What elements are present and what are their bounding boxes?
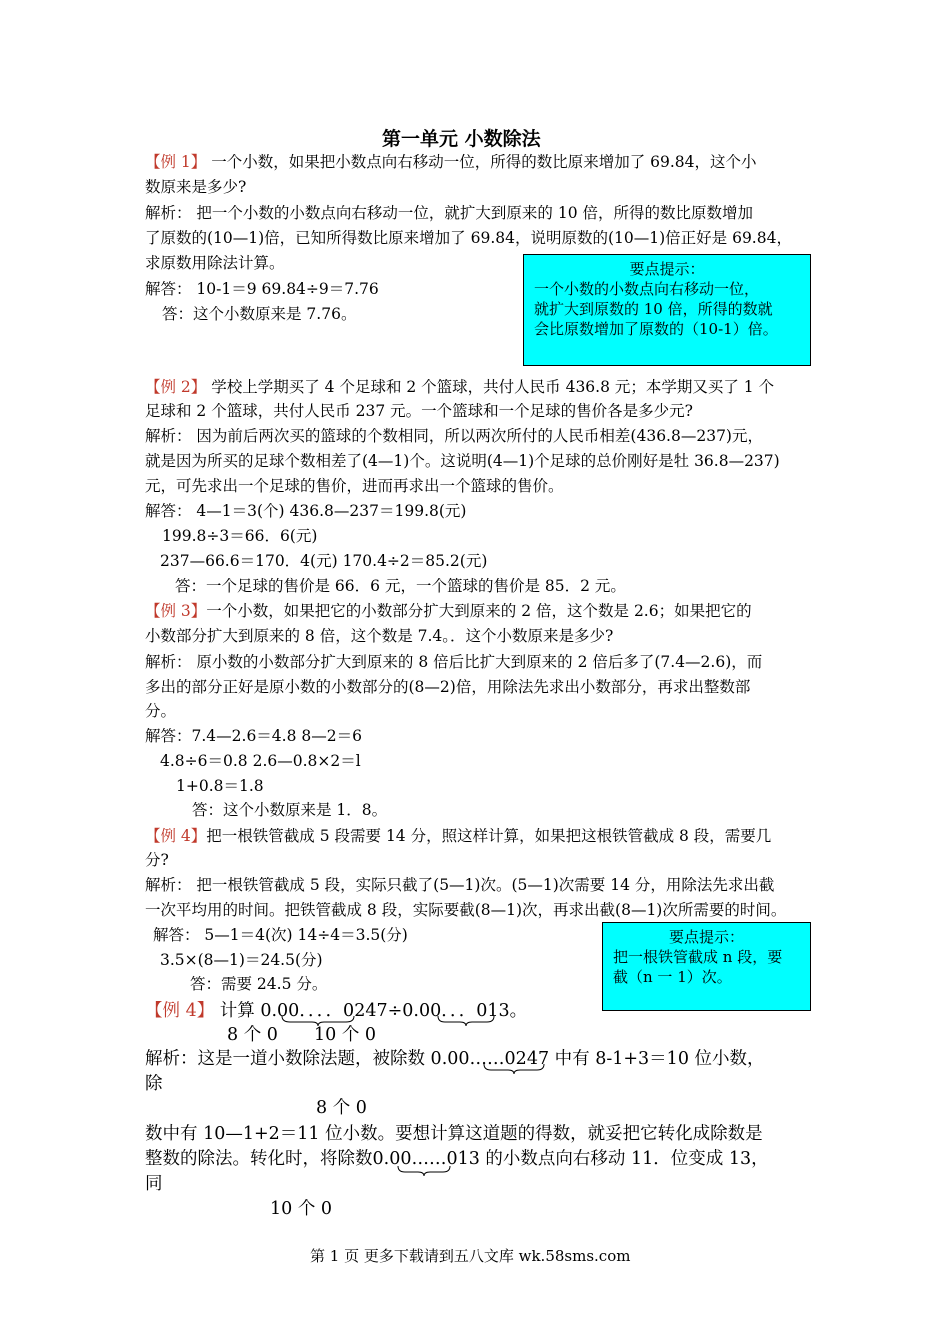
ex1-analysis-line1: 解析： 把一个小数的小数点向右移动一位，就扩大到原来的 10 倍，所得的数比原数增加 — [145, 204, 754, 222]
ex5-q-part-a: 计算 0.00 — [219, 1001, 300, 1021]
ex2-question-line2: 足球和 2 个篮球，共付人民币 237 元。一个篮球和一个足球的售价各是多少元? — [145, 402, 693, 420]
ex5-a1-part-c: 0247 中有 8-1+3＝10 位小数， — [504, 1049, 765, 1069]
ex3-solution-line2: 4.8÷6＝0.8 2.6—0.8×2＝l — [160, 752, 361, 770]
ex4-answer: 答：需要 24.5 分。 — [190, 975, 328, 993]
ex4-question-line2: 分? — [145, 851, 169, 869]
ex4-solution-line2: 3.5×(8—1)＝24.5(分) — [160, 951, 323, 969]
ex5-q-part-b: ．．． — [299, 1001, 326, 1021]
ex1-analysis-line2: 了原数的(10—1)倍，已知所得数比原来增加了 69.84，说明原数的(10—1)倍正好是 69.84， — [145, 229, 792, 247]
tip-box-2 — [602, 922, 811, 1011]
ex4-analysis-line2: 一次平均用的时间。把铁管截成 8 段，实际要截(8—1)次，再求出截(8—1)次所需要的时间。 — [145, 901, 787, 919]
ex3-analysis-line1: 解析： 原小数的小数部分扩大到原来的 8 倍后比扩大到原来的 2 倍后多了(7.4—2.6)，而 — [145, 653, 763, 671]
ex4-solution-line1: 解答： 5—1＝4(次) 14÷4＝3.5(分) — [153, 926, 408, 944]
ex4-analysis-line1: 解析： 把一根铁管截成 5 段，实际只截了(5—1)次。(5—1)次需要 14 分，用除法先求出截 — [145, 876, 775, 894]
ex4-q1-text: 把一根铁管截成 5 段需要 14 分，照这样计算，如果把这根铁管截成 8 段，需要几 — [206, 827, 772, 845]
ex1-label: 【例 1】 — [145, 153, 207, 171]
ex5-analysis-line3: 数中有 10—1+2＝11 位小数。要想计算这道题的得数，就妥把它转化成除数是 — [145, 1124, 763, 1144]
ex1-answer: 答：这个小数原来是 7.76。 — [162, 305, 357, 323]
ex1-solution-line1: 解答： 10-1＝9 69.84÷9＝7.76 — [145, 280, 379, 298]
ex4-label: 【例 4】 — [145, 827, 207, 845]
ex5-a4-part-b: 0.00…… — [372, 1149, 447, 1169]
ex3-answer: 答：这个小数原来是 1．8。 — [192, 801, 388, 819]
tip-box-1-line2: 就扩大到原数的 10 倍，所得的数就 — [534, 300, 773, 318]
ex2-solution-line3: 237—66.6＝170．4(元) 170.4÷2＝85.2(元) — [160, 552, 488, 570]
tip-box-1-line3: 会比原数增加了原数的（10-1）倍。 — [534, 320, 778, 338]
tip-box-1-line1: 一个小数的小数点向右移动一位， — [534, 280, 760, 298]
ex1-question-line1 — [145, 150, 757, 174]
ex3-q1-text: 一个小数，如果把它的小数部分扩大到原来的 2 倍，这个数是 2.6；如果把它的 — [206, 602, 752, 620]
ex5-underlabel-2: 10 个 0 — [314, 1025, 377, 1045]
ex2-solution-line2: 199.8÷3＝66．6(元) — [162, 527, 318, 545]
ex3-solution-line1: 解答：7.4—2.6＝4.8 8—2＝6 — [145, 727, 362, 745]
ex3-analysis-line3: 分。 — [145, 702, 177, 720]
ex5-a4-part-a: 整数的除法。转化时，将除数 — [145, 1149, 373, 1169]
ex5-analysis-line1 — [145, 1046, 765, 1072]
ex2-analysis-line3: 元，可先求出一个足球的售价，进而再求出一个篮球的售价。 — [145, 477, 564, 495]
ex1-q1-text: 一个小数，如果把小数点向右移动一位，所得的数比原来增加了 69.84，这个小 — [206, 153, 757, 171]
ex5-underlabel-3: 8 个 0 — [316, 1098, 367, 1118]
ex2-analysis-line1: 解析： 因为前后两次买的篮球的个数相同，所以两次所付的人民币相差(436.8—237)元， — [145, 427, 763, 445]
ex5-q-part-e: ．013。 — [458, 1001, 528, 1021]
underbrace-2 — [436, 1014, 496, 1026]
ex5-analysis-line4 — [145, 1146, 769, 1172]
ex4-question-line1 — [145, 824, 771, 848]
ex5-label: 【例 4】 — [145, 1001, 215, 1021]
underbrace-3 — [482, 1062, 546, 1074]
ex2-question-line1 — [145, 375, 774, 399]
ex2-answer: 答：一个足球的售价是 66．6 元，一个篮球的售价是 85．2 元。 — [175, 577, 626, 595]
underbrace-4 — [396, 1164, 452, 1176]
ex5-underlabel-1: 8 个 0 — [227, 1025, 278, 1045]
ex5-a4-part-c: 013 的小数点向右移动 11．位变成 13， — [446, 1149, 769, 1169]
ex2-solution-line1: 解答： 4—1＝3(个) 436.8—237＝199.8(元) — [145, 502, 467, 520]
ex3-analysis-line2: 多出的部分正好是原小数的小数部分的(8—2)倍，用除法先求出小数部分，再求出整数部 — [145, 678, 751, 696]
page-footer: 第 1 页 更多下载请到五八文库 wk.58sms.com — [310, 1247, 631, 1265]
tip-box-1 — [523, 254, 811, 366]
ex1-analysis-line3: 求原数用除法计算。 — [145, 254, 285, 272]
ex5-a1-part-a: 解析：这是一道小数除法题，被除数 0. — [145, 1049, 448, 1069]
ex2-analysis-line2: 就是因为所买的足球个数相差了(4—1)个。这说明(4—1)个足球的总价刚好是牡 36.8—237) — [145, 452, 780, 470]
tip-box-2-line1: 把一根铁管截成 n 段，要 — [613, 948, 783, 966]
ex3-question-line2: 小数部分扩大到原来的 8 倍，这个数是 7.4。．这个小数原来是多少? — [145, 627, 614, 645]
ex5-q-part-d: ．． — [441, 1001, 459, 1021]
ex1-question-line2: 数原来是多少? — [145, 178, 247, 196]
tip-box-2-line2: 截（n 一 1）次。 — [613, 968, 732, 986]
ex5-q-part-c: ．0247÷0.00 — [325, 1001, 442, 1021]
tip-box-2-title: 要点提示： — [668, 928, 744, 946]
ex3-label: 【例 3】 — [145, 602, 207, 620]
ex5-analysis-line5: 同 — [145, 1174, 163, 1194]
ex5-analysis-line2: 除 — [145, 1074, 163, 1094]
ex3-question-line1 — [145, 599, 752, 623]
ex2-q1-text: 学校上学期买了 4 个足球和 2 个篮球，共付人民币 436.8 元；本学期又买了 1 个 — [206, 378, 775, 396]
ex2-label: 【例 2】 — [145, 378, 207, 396]
tip-box-1-title: 要点提示： — [629, 260, 705, 278]
ex5-underlabel-4: 10 个 0 — [270, 1199, 333, 1219]
ex3-solution-line3: 1+0.8＝1.8 — [176, 777, 264, 795]
page-title: 第一单元 小数除法 — [382, 128, 541, 150]
ex5-a1-part-b: 00…… — [447, 1049, 505, 1069]
